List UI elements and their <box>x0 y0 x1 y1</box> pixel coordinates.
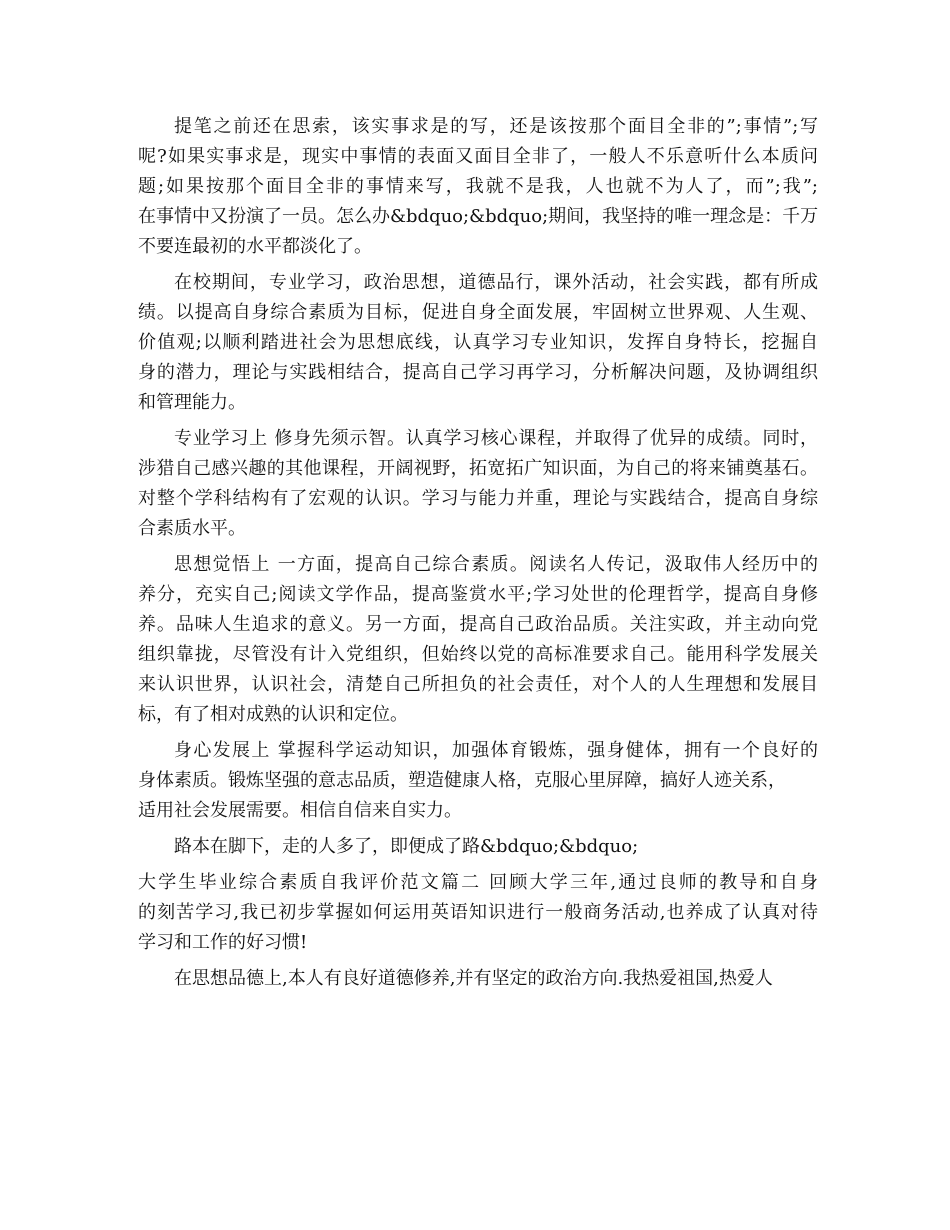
text-line: 学习和工作的好习惯! <box>138 932 308 953</box>
text-line: 身心发展上 掌握科学运动知识，加强体育锻炼，强身健体，拥有一个良好的 <box>174 740 818 761</box>
paragraph-1 <box>138 112 818 262</box>
text-line: 养。品味人生追求的意义。另一方面，提高自己政治品质。关注实政，并主动向党 <box>138 614 818 635</box>
text-line: 价值观;以顺利踏进社会为思想底线，认真学习专业知识，发挥自身特长，挖掘自 <box>138 332 818 353</box>
paragraph-6 <box>138 832 818 862</box>
text-line: 适用社会发展需要。相信自信来自实力。 <box>138 800 462 821</box>
text-line: 题;如果按那个面目全非的事情来写，我就不是我，人也就不为人了，而”;我”; <box>138 176 818 197</box>
text-line: 身体素质。锻炼坚强的意志品质，塑造健康人格，克服心里屏障，搞好人迹关系， <box>138 770 786 791</box>
paragraph-7 <box>138 868 818 958</box>
text-line: 在校期间，专业学习，政治思想，道德品行，课外活动，社会实践，都有所成 <box>174 272 818 293</box>
text-line: 不要连最初的水平都淡化了。 <box>138 236 372 257</box>
text-line: 和管理能力。 <box>138 392 246 413</box>
paragraph-8 <box>138 964 818 994</box>
paragraph-4 <box>138 550 818 730</box>
paragraph-2 <box>138 268 818 418</box>
text-line: 在事情中又扮演了一员。怎么办&bdquo;&bdquo;期间，我坚持的唯一理念是：千万 <box>138 206 819 227</box>
document-body <box>138 112 818 994</box>
text-line: 来认识世界，认识社会，清楚自己所担负的社会责任，对个人的人生理想和发展目 <box>138 674 818 695</box>
text-line: 合素质水平。 <box>138 518 246 539</box>
text-line: 身的潜力，理论与实践相结合，提高自己学习再学习，分析解决问题，及协调组织 <box>138 362 818 383</box>
text-line: 呢?如果实事求是，现实中事情的表面又面目全非了，一般人不乐意听什么本质问 <box>138 146 818 167</box>
text-line: 的刻苦学习,我已初步掌握如何运用英语知识进行一般商务活动,也养成了认真对待 <box>138 902 818 923</box>
text-line: 提笔之前还在思索，该实事求是的写，还是该按那个面目全非的”;事情”;写 <box>174 116 818 137</box>
text-line: 对整个学科结构有了宏观的认识。学习与能力并重，理论与实践结合，提高自身综 <box>138 488 818 509</box>
text-line: 涉猎自己感兴趣的其他课程，开阔视野，拓宽拓广知识面，为自己的将来铺奠基石。 <box>138 458 818 479</box>
text-line: 在思想品德上,本人有良好道德修养,并有坚定的政治方向.我热爱祖国,热爱人 <box>174 968 773 989</box>
text-line: 专业学习上 修身先须示智。认真学习核心课程，并取得了优异的成绩。同时， <box>174 428 818 449</box>
text-line: 思想觉悟上 一方面，提高自己综合素质。阅读名人传记，汲取伟人经历中的 <box>174 554 818 575</box>
paragraph-3 <box>138 424 818 544</box>
text-line: 标，有了相对成熟的认识和定位。 <box>138 704 408 725</box>
paragraph-5 <box>138 736 818 826</box>
text-line: 养分，充实自己;阅读文学作品，提高鉴赏水平;学习处世的伦理哲学，提高自身修 <box>138 584 818 605</box>
text-line: 组织靠拢，尽管没有计入党组织，但始终以党的高标准要求自己。能用科学发展关 <box>138 644 818 665</box>
section-heading-line: 大学生毕业综合素质自我评价范文篇二 回顾大学三年,通过良师的教导和自身 <box>138 872 818 893</box>
text-line: 路本在脚下，走的人多了，即便成了路&bdquo;&bdquo; <box>174 836 639 857</box>
text-line: 绩。以提高自身综合素质为目标，促进自身全面发展，牢固树立世界观、人生观、 <box>138 302 818 323</box>
